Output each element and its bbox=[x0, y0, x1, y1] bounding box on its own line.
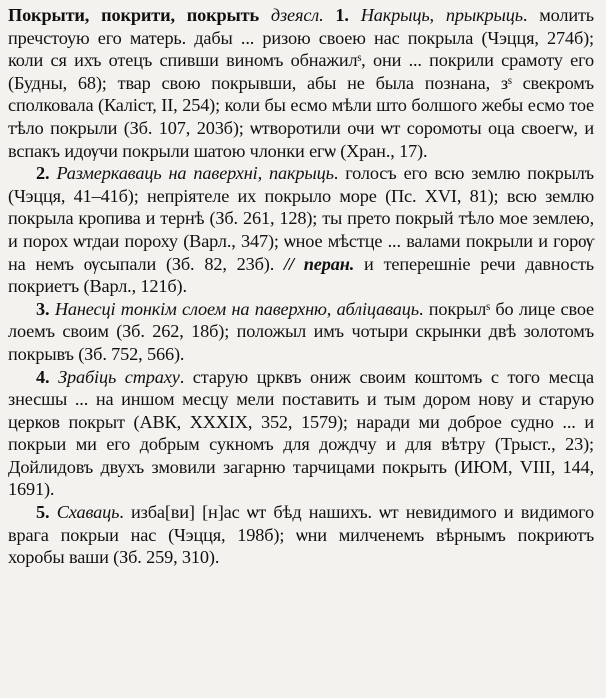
entry-sense-2: 2. Размеркаваць на паверхні, пакрыць. голосъ его всю землю покрылъ (Чэцця, 41–41б); непріятеле их покрыло море (Пс. XVI, 81); всю землю покрыла кропива и тернѣ (Зб. 261, 128); ты прето покрый тѣло мое землею, и порох ѡтдаи пороху (Варл., 347); ѡное мѣстце ... валами покрыли и горѹ на немъ ѹсыпали (Зб. 82, 23б). // перан. и теперешніе речи давность покриетъ (Варл., 121б). bbox=[8, 163, 594, 297]
headword: Покрыти, покрити, покрыть bbox=[8, 5, 260, 25]
sense-citations: старую црквъ ониж своим коштомъ с того месца знесшы ... на иншом месцу мели поставить и тым дором нову и старую церков покрыт (АВК, XXXIX, 352, 1579); наради ми доброе судно ... и покрыи ми его добрым сукномъ для дождчу и для вѣтру (Трыст., 23); Дойлидовъ двухъ змовили загарню тарчицами покрыть (ИЮМ, VIII, 144, 1691). bbox=[8, 366, 594, 500]
sense-citations: изба[ви] [н]ас ѡт бѣд нашихъ. ѡт невидимого и видимого врага покрыи нас (Чэцця, 198б); ѡни милченемъ вѣрнымъ покриютъ хоробы ваши (Зб. 259, 310). bbox=[8, 502, 595, 568]
sense-number: 5. bbox=[36, 502, 50, 523]
sense-citations: молить пречстоую его матерь. дабы ... ризою своею нас покрыла (Чэцця, 274б); коли ся ихъ отецъ спивши виномъ обнажилˢ, они ... покрили срамоту его (Будны, 68); твар свою покрывши, абы не была познана, зˢ свекромъ сполковала (Каліст, II, 254); коли бы есмо мѣли што болшого жебы есмо тое тѣло покрыли (Зб. 107, 203б); ѡтворотили очи ѡт соромоты оца своегѡ, и вспакъ идѹчи покрыли шатою члонки егѡ (Хран., 17). bbox=[8, 5, 594, 161]
entry-sense-3: 3. Нанесці тонкім слоем на паверхню, абліцаваць. покрылˢ бо лице свое лоемъ своим (Зб. 262, 18б); положыл имъ чотыри скрынки двѣ золотомъ покрывъ (Зб. 752, 566). bbox=[8, 298, 594, 364]
sense-number: 3. bbox=[36, 298, 50, 319]
figurative-citation: и теперешніе речи давность покриетъ (Варл., 121б). bbox=[8, 253, 594, 297]
sense-definition: Накрыць, прыкрыць bbox=[360, 5, 523, 25]
sense-citations: покрылˢ бо лице свое лоемъ своим (Зб. 262, 18б); положыл имъ чотыри скрынки двѣ золотомъ покрывъ (Зб. 752, 566). bbox=[8, 298, 594, 364]
figurative-label: // перан. bbox=[284, 253, 355, 274]
grammar-label: дзеясл. bbox=[270, 5, 324, 25]
sense-definition: Размеркаваць на паверхні, пакрыць bbox=[56, 163, 334, 184]
sense-citations: голосъ его всю землю покрылъ (Чэцця, 41–41б); непріятеле их покрыло море (Пс. XVI, 81); всю землю покрыла кропива и тернѣ (Зб. 261, 128); ты прето покрый тѣло мое землею, и порох ѡтдаи пороху (Варл., 347); ѡное мѣстце ... валами покрыли и горѹ на немъ ѹсыпали (Зб. 82, 23б). bbox=[8, 163, 594, 274]
entry-sense-1: Покрыти, покрити, покрыть дзеясл. 1. Накрыць, прыкрыць. молить пречстоую его матерь. дабы ... ризою своею нас покрыла (Чэцця, 274б); коли ся ихъ отецъ спивши виномъ обнажилˢ, они ... покрили срамоту его (Будны, 68); твар свою покрывши, абы не была познана, зˢ свекромъ сполковала (Каліст, II, 254); коли бы есмо мѣли што болшого жебы есмо тое тѣло покрыли (Зб. 107, 203б); ѡтворотили очи ѡт соромоты оца своегѡ, и вспакъ идѹчи покрыли шатою члонки егѡ (Хран., 17). bbox=[8, 5, 594, 161]
entry-sense-5: 5. Схаваць. изба[ви] [н]ас ѡт бѣд нашихъ. ѡт невидимого и видимого врага покрыи нас (Чэцця, 198б); ѡни милченемъ вѣрнымъ покриютъ хоробы ваши (Зб. 259, 310). bbox=[8, 502, 595, 568]
sense-definition: Схаваць bbox=[56, 502, 120, 523]
entry-sense-4: 4. Зрабіць страху. старую црквъ ониж своим коштомъ с того месца знесшы ... на иншом месцу мели поставить и тым дором нову и старую церков покрыт (АВК, XXXIX, 352, 1579); наради ми доброе судно ... и покрыи ми его добрым сукномъ для дождчу и для вѣтру (Трыст., 23); Дойлидовъ двухъ змовили загарню тарчицами покрыть (ИЮМ, VIII, 144, 1691). bbox=[8, 366, 594, 500]
sense-definition: Нанесці тонкім слоем на паверхню, абліцаваць bbox=[54, 298, 419, 319]
sense-number: 2. bbox=[36, 163, 50, 184]
sense-definition: Зрабіць страху bbox=[58, 366, 180, 387]
sense-number: 4. bbox=[36, 366, 50, 387]
sense-number: 1. bbox=[335, 5, 349, 25]
